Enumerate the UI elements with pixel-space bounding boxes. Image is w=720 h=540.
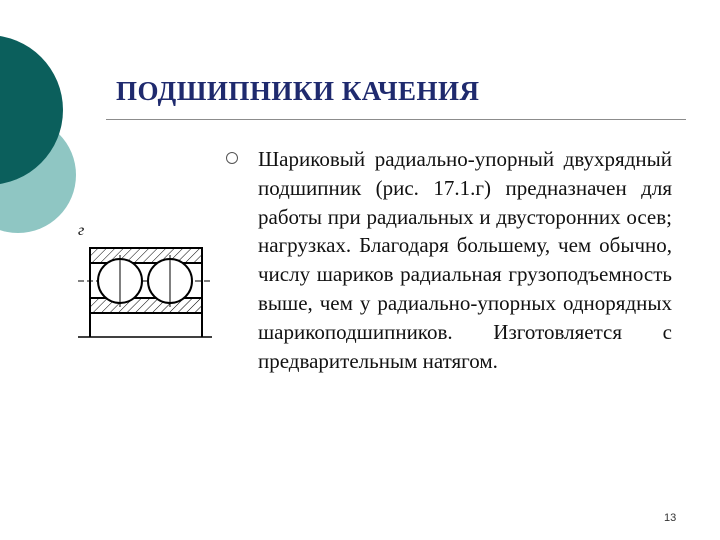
figure-label: г: [78, 222, 85, 239]
body-paragraph: Шариковый радиально-упорный двухрядный подшипник (рис. 17.1.г) предназначен для работы при радиальных и двусторонних осев; нагрузках. Благодаря большему, чем обычно, числу шариков радиальная грузоподъемность выше, чем у радиально-упорных однорядных шарикоподшипников. Изготовляется с предварительным натягом.: [258, 147, 672, 373]
slide-title: ПОДШИПНИКИ КАЧЕНИЯ: [116, 76, 480, 106]
title-divider: [106, 119, 686, 120]
bullet-icon: [226, 152, 238, 164]
outer-ring: [90, 248, 202, 263]
page-number: 13: [664, 512, 677, 524]
inner-ring: [90, 298, 202, 313]
bearing-diagram: [70, 225, 212, 345]
